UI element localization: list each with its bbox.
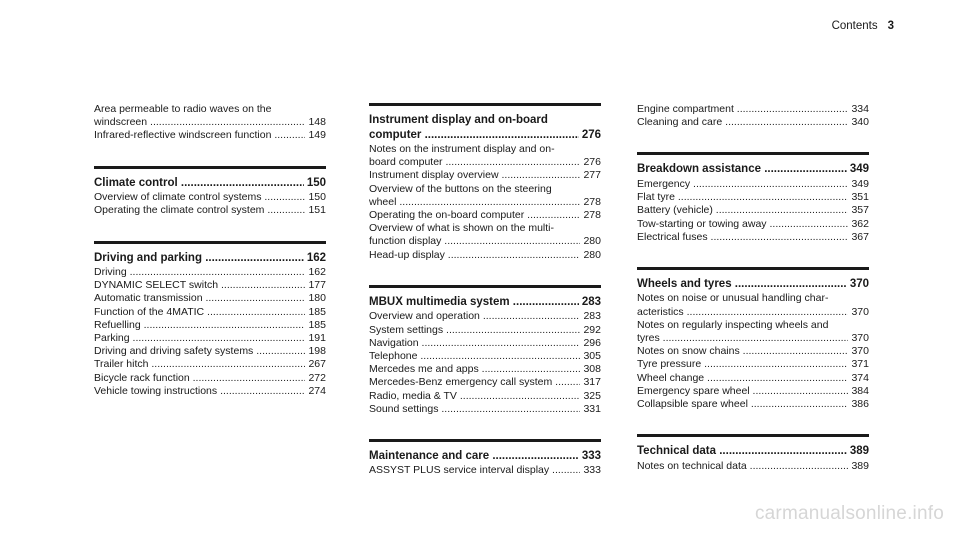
heading-title: Breakdown assistance ..... bbox=[637, 162, 847, 177]
toc-entry-title: tyres ..... bbox=[637, 332, 848, 345]
toc-section-heading-line: Instrument display and on-board bbox=[369, 114, 548, 126]
toc-entry[interactable] bbox=[637, 178, 869, 191]
toc-entry[interactable] bbox=[637, 204, 869, 217]
toc-entry[interactable] bbox=[637, 398, 869, 411]
toc-entry[interactable] bbox=[637, 103, 869, 116]
toc-entry-page: 305 bbox=[583, 349, 601, 362]
toc-entry-title: Sound settings ..... bbox=[369, 403, 580, 416]
toc-entry[interactable] bbox=[94, 279, 326, 292]
toc-entry-title: Radio, media & TV ..... bbox=[369, 390, 580, 403]
toc-entry-title: function display ..... bbox=[369, 235, 580, 248]
contents-column-1 bbox=[94, 103, 326, 421]
toc-entry[interactable] bbox=[94, 204, 326, 217]
toc-entry-page: 280 bbox=[583, 248, 601, 261]
toc-entry-page: 370 bbox=[851, 305, 869, 318]
toc-entry[interactable] bbox=[94, 306, 326, 319]
toc-entry-text: Notes on regularly inspecting wheels and bbox=[637, 318, 829, 331]
section-divider bbox=[369, 103, 601, 106]
toc-entry[interactable] bbox=[637, 358, 869, 371]
section-divider bbox=[637, 434, 869, 437]
toc-entry-page: 185 bbox=[308, 305, 326, 318]
toc-entry-title: Overview of climate control systems ..... bbox=[94, 191, 305, 204]
toc-entry[interactable] bbox=[369, 249, 601, 262]
toc-entry-title: wheel ..... bbox=[369, 196, 580, 209]
toc-entry-page: 349 bbox=[851, 177, 869, 190]
toc-section-mbux bbox=[369, 285, 601, 416]
toc-entry-title: Overview and operation ..... bbox=[369, 310, 580, 323]
toc-entry[interactable] bbox=[369, 363, 601, 376]
toc-section-heading[interactable] bbox=[369, 128, 601, 143]
toc-entry-page: 351 bbox=[851, 191, 869, 204]
toc-entry[interactable] bbox=[94, 385, 326, 398]
toc-entry-page: 371 bbox=[851, 358, 869, 371]
toc-entry-title: Navigation ..... bbox=[369, 337, 580, 350]
toc-entry-title: DYNAMIC SELECT switch ..... bbox=[94, 279, 305, 292]
toc-entry-title: windscreen ..... bbox=[94, 116, 305, 129]
toc-entry-title: Driving and driving safety systems ..... bbox=[94, 345, 305, 358]
toc-entry-page: 340 bbox=[851, 116, 869, 129]
section-divider bbox=[637, 152, 869, 155]
toc-entry-page: 151 bbox=[308, 204, 326, 217]
page-number: 3 bbox=[887, 20, 894, 32]
toc-entry-text: Notes on the instrument display and on- bbox=[369, 143, 555, 155]
toc-entry[interactable] bbox=[637, 231, 869, 244]
toc-entry-page: 296 bbox=[583, 336, 601, 349]
toc-entry-title: Notes on snow chains ..... bbox=[637, 345, 848, 358]
toc-entry[interactable] bbox=[637, 218, 869, 231]
toc-entry-title: Function of the 4MATIC ..... bbox=[94, 306, 305, 319]
toc-entry[interactable] bbox=[94, 129, 326, 142]
toc-entry[interactable] bbox=[637, 191, 869, 204]
heading-page: 162 bbox=[306, 251, 326, 264]
toc-entry-title: board computer ..... bbox=[369, 156, 580, 169]
page-header bbox=[832, 20, 894, 32]
toc-entry-page: 389 bbox=[851, 459, 869, 472]
toc-entry-page: 162 bbox=[308, 266, 326, 279]
toc-entry[interactable] bbox=[637, 345, 869, 358]
toc-entry-page: 308 bbox=[583, 363, 601, 376]
toc-entry[interactable] bbox=[369, 209, 601, 222]
toc-entry-title: Vehicle towing instructions ..... bbox=[94, 385, 305, 398]
toc-entry-text: Overview of the buttons on the steering bbox=[369, 182, 552, 195]
toc-entry[interactable] bbox=[94, 358, 326, 371]
toc-section-heading[interactable] bbox=[637, 162, 869, 177]
toc-section-heading[interactable] bbox=[637, 277, 869, 292]
section-divider bbox=[94, 166, 326, 169]
toc-entry-text: Notes on noise or unusual handling char- bbox=[637, 292, 829, 305]
toc-entry-page: 274 bbox=[308, 384, 326, 397]
toc-entry-page: 384 bbox=[851, 384, 869, 397]
toc-entry-page: 198 bbox=[308, 345, 326, 358]
toc-entry[interactable] bbox=[94, 319, 326, 332]
toc-entry-title: Flat tyre ..... bbox=[637, 191, 848, 204]
toc-entry-page: 334 bbox=[851, 103, 869, 115]
toc-entry-page: 357 bbox=[851, 204, 869, 217]
toc-entry[interactable] bbox=[94, 345, 326, 358]
toc-entry-title: Emergency spare wheel ..... bbox=[637, 385, 848, 398]
toc-entry-title: Tyre pressure ..... bbox=[637, 358, 848, 371]
toc-entry[interactable] bbox=[94, 292, 326, 305]
toc-entry[interactable] bbox=[637, 306, 869, 319]
toc-entry[interactable] bbox=[369, 235, 601, 248]
toc-entry-page: 278 bbox=[583, 209, 601, 222]
toc-entry[interactable] bbox=[94, 191, 326, 204]
toc-entry-page: 283 bbox=[583, 310, 601, 323]
toc-entry[interactable] bbox=[369, 196, 601, 209]
toc-entry-page: 280 bbox=[583, 235, 601, 248]
toc-entry-page: 267 bbox=[308, 358, 326, 371]
heading-page: 349 bbox=[849, 163, 869, 176]
toc-entry-page: 148 bbox=[308, 116, 326, 129]
heading-page: 389 bbox=[849, 445, 869, 458]
toc-entry[interactable] bbox=[369, 403, 601, 416]
heading-page: 276 bbox=[581, 128, 601, 141]
toc-entry-page: 386 bbox=[851, 398, 869, 411]
contents-column-2 bbox=[369, 103, 601, 501]
toc-entry-text: Overview of what is shown on the multi- bbox=[369, 222, 554, 235]
toc-entry-page: 277 bbox=[583, 169, 601, 182]
toc-entry-title: acteristics ..... bbox=[637, 306, 848, 319]
toc-section-heading[interactable] bbox=[94, 251, 326, 266]
watermark: carmanualsonline.info bbox=[754, 503, 944, 524]
heading-page: 333 bbox=[581, 449, 601, 462]
toc-entry-title: Driving ..... bbox=[94, 266, 305, 279]
toc-entry[interactable] bbox=[369, 156, 601, 169]
section-divider bbox=[369, 285, 601, 288]
toc-entry-page: 317 bbox=[583, 376, 601, 389]
toc-section-maintenance bbox=[369, 439, 601, 478]
toc-entry-title: Cleaning and care ..... bbox=[637, 116, 848, 129]
heading-title: MBUX multimedia system ..... bbox=[369, 295, 579, 310]
toc-entry[interactable] bbox=[369, 390, 601, 403]
toc-entry[interactable] bbox=[637, 385, 869, 398]
section-divider bbox=[369, 439, 601, 442]
toc-entry-title: Mercedes-Benz emergency call system ..... bbox=[369, 376, 580, 389]
heading-title: Wheels and tyres ..... bbox=[637, 277, 847, 292]
toc-entry-title: Instrument display overview ..... bbox=[369, 169, 580, 182]
section-divider bbox=[637, 267, 869, 270]
toc-entry-title: ASSYST PLUS service interval display ..... bbox=[369, 464, 580, 477]
toc-entry[interactable] bbox=[637, 372, 869, 385]
toc-entry-page: 177 bbox=[308, 279, 326, 292]
toc-entry-page: 374 bbox=[851, 371, 869, 384]
heading-page: 370 bbox=[849, 277, 869, 290]
toc-entry-title: Refuelling ..... bbox=[94, 319, 305, 332]
toc-entry-title: Engine compartment ..... bbox=[637, 103, 848, 116]
toc-entry-page: 149 bbox=[308, 129, 326, 142]
toc-entry-page: 180 bbox=[308, 292, 326, 305]
toc-entry-page: 333 bbox=[583, 464, 601, 477]
toc-entry-page: 150 bbox=[308, 191, 326, 204]
toc-entry-page: 331 bbox=[583, 402, 601, 415]
toc-section-heading[interactable] bbox=[637, 444, 869, 459]
toc-section-heading[interactable] bbox=[369, 295, 601, 310]
toc-section-technical-data bbox=[637, 434, 869, 473]
toc-entry[interactable] bbox=[637, 460, 869, 473]
toc-entry[interactable] bbox=[94, 332, 326, 345]
toc-entry-page: 276 bbox=[583, 156, 601, 169]
toc-entry-title: Operating the climate control system ..... bbox=[94, 204, 305, 217]
toc-entry-page: 370 bbox=[851, 345, 869, 358]
toc-entry-title: Bicycle rack function ..... bbox=[94, 372, 305, 385]
toc-entry-title: Mercedes me and apps ..... bbox=[369, 363, 580, 376]
toc-entry-title: Automatic transmission ..... bbox=[94, 292, 305, 305]
toc-entry-page: 278 bbox=[583, 195, 601, 208]
toc-entry[interactable] bbox=[369, 169, 601, 182]
toc-entry-title: Trailer hitch ..... bbox=[94, 358, 305, 371]
heading-title: computer ..... bbox=[369, 128, 579, 143]
toc-section-driving-and-parking bbox=[94, 241, 326, 399]
heading-page: 150 bbox=[306, 176, 326, 189]
toc-entry-title: Parking ..... bbox=[94, 332, 305, 345]
toc-entry-title: Notes on technical data ..... bbox=[637, 460, 848, 473]
toc-entry-title: Infrared-reflective windscreen function ..... bbox=[94, 129, 305, 142]
toc-entry-title: Tow-starting or towing away ..... bbox=[637, 218, 848, 231]
toc-section-instrument-display bbox=[369, 103, 601, 262]
page-header-title: Contents bbox=[831, 20, 878, 32]
toc-entry[interactable] bbox=[94, 116, 326, 129]
toc-entry-title: Telephone ..... bbox=[369, 350, 580, 363]
heading-page: 283 bbox=[581, 295, 601, 308]
toc-entry-title: Battery (vehicle) ..... bbox=[637, 204, 848, 217]
toc-entry-title: Head-up display ..... bbox=[369, 249, 580, 262]
heading-title: Driving and parking ..... bbox=[94, 251, 304, 266]
toc-entry-title: Electrical fuses ..... bbox=[637, 231, 848, 244]
toc-entry-page: 362 bbox=[851, 217, 869, 230]
heading-title: Climate control ..... bbox=[94, 176, 304, 191]
toc-entry[interactable] bbox=[369, 324, 601, 337]
contents-column-3 bbox=[637, 103, 869, 496]
toc-entry[interactable] bbox=[369, 464, 601, 477]
toc-entry[interactable] bbox=[369, 376, 601, 389]
toc-entry[interactable] bbox=[94, 266, 326, 279]
toc-entry[interactable] bbox=[369, 310, 601, 323]
toc-entry-page: 272 bbox=[308, 371, 326, 384]
toc-section-continued bbox=[637, 103, 869, 129]
toc-entry-page: 185 bbox=[308, 318, 326, 331]
toc-entry-page: 191 bbox=[308, 332, 326, 345]
toc-section-wheels-and-tyres bbox=[637, 267, 869, 411]
toc-entry-page: 367 bbox=[851, 230, 869, 243]
toc-entry-title: Wheel change ..... bbox=[637, 372, 848, 385]
toc-entry[interactable] bbox=[94, 372, 326, 385]
toc-section-continued bbox=[94, 103, 326, 143]
toc-entry-page: 292 bbox=[583, 323, 601, 336]
toc-entry-text: Area permeable to radio waves on the bbox=[94, 103, 272, 115]
toc-section-breakdown bbox=[637, 152, 869, 244]
toc-entry-page: 370 bbox=[851, 332, 869, 345]
toc-section-heading[interactable] bbox=[94, 176, 326, 191]
toc-entry-title: Collapsible spare wheel ..... bbox=[637, 398, 848, 411]
section-divider bbox=[94, 241, 326, 244]
toc-entry-title: Operating the on-board computer ..... bbox=[369, 209, 580, 222]
toc-entry-page: 325 bbox=[583, 389, 601, 402]
toc-entry[interactable] bbox=[369, 337, 601, 350]
toc-entry[interactable] bbox=[369, 350, 601, 363]
heading-title: Maintenance and care ..... bbox=[369, 449, 579, 464]
heading-title: Technical data ..... bbox=[637, 444, 847, 459]
toc-entry[interactable] bbox=[637, 332, 869, 345]
toc-section-climate-control bbox=[94, 166, 326, 218]
toc-entry-title: System settings ..... bbox=[369, 324, 580, 337]
toc-entry-title: Emergency ..... bbox=[637, 178, 848, 191]
toc-entry[interactable] bbox=[637, 116, 869, 129]
toc-section-heading[interactable] bbox=[369, 449, 601, 464]
